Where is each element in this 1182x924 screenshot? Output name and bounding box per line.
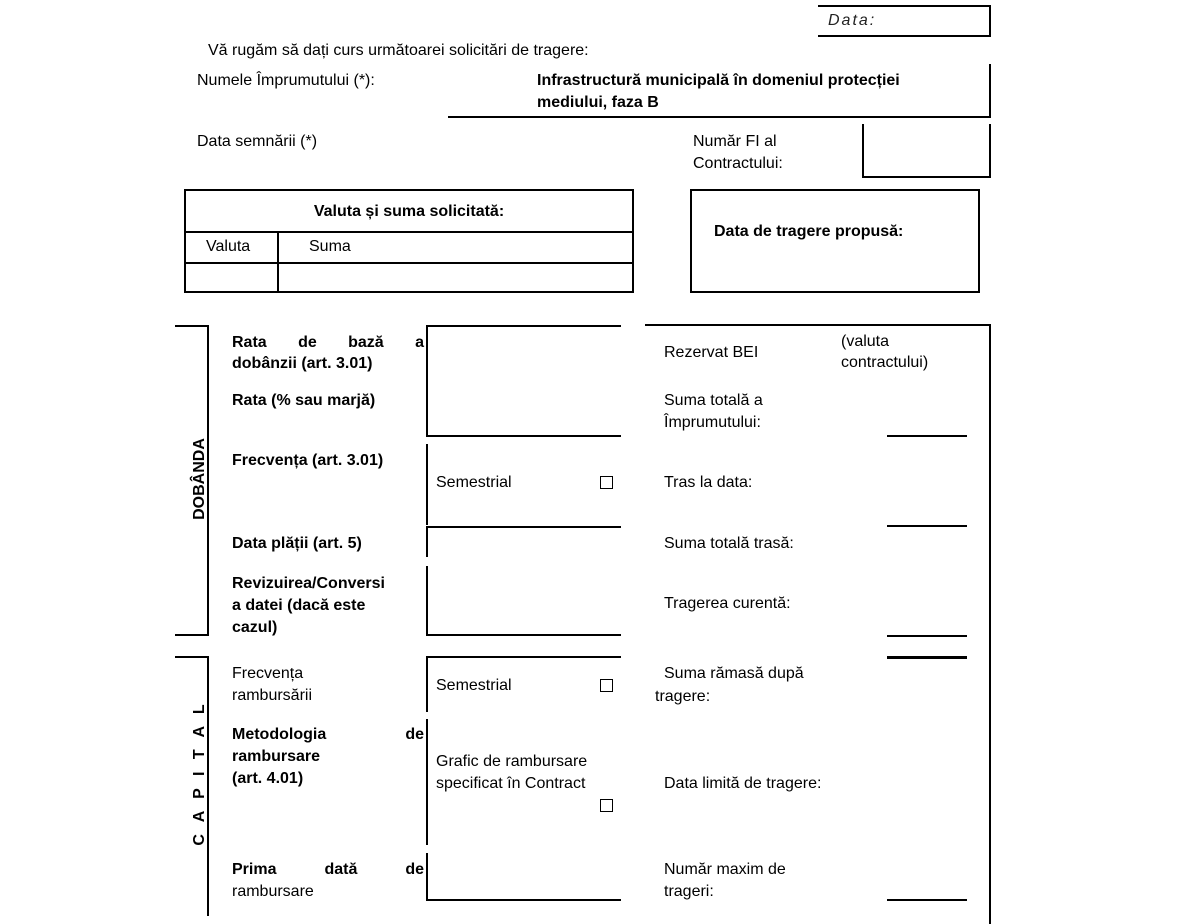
first-repayment-field[interactable] xyxy=(426,853,621,901)
current-drawdown-field[interactable] xyxy=(887,635,967,637)
repayment-method-label-line3: (art. 4.01) xyxy=(232,770,304,787)
repayment-frequency-option: Semestrial xyxy=(436,677,512,694)
remaining-amount-label-line1: Suma rămasă după xyxy=(664,665,804,682)
date-label: Data: xyxy=(828,12,877,29)
total-loan-label-line2: Împrumutului: xyxy=(664,414,761,431)
semestrial-interest-checkbox[interactable] xyxy=(600,476,613,489)
signature-date-field[interactable] xyxy=(448,124,623,178)
drawn-at-date-label: Tras la data: xyxy=(664,474,753,491)
capital-section-label: C A P I T A L xyxy=(191,700,208,846)
base-rate-label-line2: dobânzii (art. 3.01) xyxy=(232,355,373,372)
payment-date-label: Data plății (art. 5) xyxy=(232,535,362,552)
repayment-schedule-checkbox[interactable] xyxy=(600,799,613,812)
repayment-frequency-label-line1: Frecvența xyxy=(232,665,304,682)
interest-frequency-label: Frecvența (art. 3.01) xyxy=(232,452,384,469)
repayment-method-label-line1: Metodologia de xyxy=(232,726,424,743)
current-drawdown-label: Tragerea curentă: xyxy=(664,595,791,612)
divider xyxy=(184,231,634,233)
currency-amount-title: Valuta și suma solicitată: xyxy=(313,203,505,220)
first-repayment-label-line1: Prima dată de xyxy=(232,861,424,878)
total-loan-label-line1: Suma totală a xyxy=(664,392,763,409)
base-rate-label-line1: Rata de bază a xyxy=(232,334,424,351)
contract-number-label-line1: Număr FI al xyxy=(693,133,777,150)
rate-label: Rata (% sau marjă) xyxy=(232,392,376,409)
remaining-amount-label-line2: tragere: xyxy=(655,688,711,705)
repayment-schedule-option-line2: specificat în Contract xyxy=(436,775,586,792)
base-rate-field[interactable] xyxy=(426,325,621,437)
contract-number-label-line2: Contractului: xyxy=(693,155,783,172)
total-loan-field[interactable] xyxy=(887,435,967,437)
revision-label-line1: Revizuirea/Conversi xyxy=(232,575,385,592)
intro-text: Vă rugăm să dați curs următoarei solicitări de tragere: xyxy=(208,42,589,59)
total-drawn-label: Suma totală trasă: xyxy=(664,535,794,552)
currency-column-header: Valuta xyxy=(206,238,251,255)
borrower-name-line2: mediului, faza B xyxy=(537,94,659,111)
contract-currency-note-line1: (valuta xyxy=(841,333,890,350)
revision-field[interactable] xyxy=(426,566,621,636)
max-drawdowns-label-line2: trageri: xyxy=(664,883,714,900)
divider xyxy=(887,656,967,659)
max-drawdowns-field[interactable] xyxy=(887,899,967,901)
amount-input[interactable] xyxy=(279,264,632,291)
contract-currency-note-line2: contractului) xyxy=(841,354,929,371)
amount-column-header: Suma xyxy=(309,238,351,255)
borrower-label: Numele Împrumutului (*): xyxy=(197,72,375,89)
revision-label-line3: cazul) xyxy=(232,619,278,636)
bei-reserved-title: Rezervat BEI xyxy=(664,344,759,361)
semestrial-repayment-checkbox[interactable] xyxy=(600,679,613,692)
repayment-frequency-label-line2: rambursării xyxy=(232,687,313,704)
repayment-method-label-line2: rambursare xyxy=(232,748,321,765)
dobanda-section-label: DOBÂNDA xyxy=(191,438,208,520)
payment-date-field[interactable] xyxy=(426,526,621,557)
interest-frequency-option: Semestrial xyxy=(436,474,512,491)
repayment-schedule-option-line1: Grafic de rambursare xyxy=(436,753,588,770)
contract-number-field[interactable] xyxy=(862,124,991,178)
drawn-at-date-field[interactable] xyxy=(887,525,967,527)
borrower-name-line1: Infrastructură municipală în domeniul protecției xyxy=(537,72,900,89)
currency-input[interactable] xyxy=(186,264,276,291)
signature-date-label: Data semnării (*) xyxy=(197,133,318,150)
revision-label-line2: a datei (dacă este xyxy=(232,597,366,614)
max-drawdowns-label-line1: Număr maxim de xyxy=(664,861,786,878)
first-repayment-label-line2: rambursare xyxy=(232,883,314,900)
proposed-date-label: Data de tragere propusă: xyxy=(714,223,904,240)
drawdown-deadline-label: Data limită de tragere: xyxy=(664,775,822,792)
